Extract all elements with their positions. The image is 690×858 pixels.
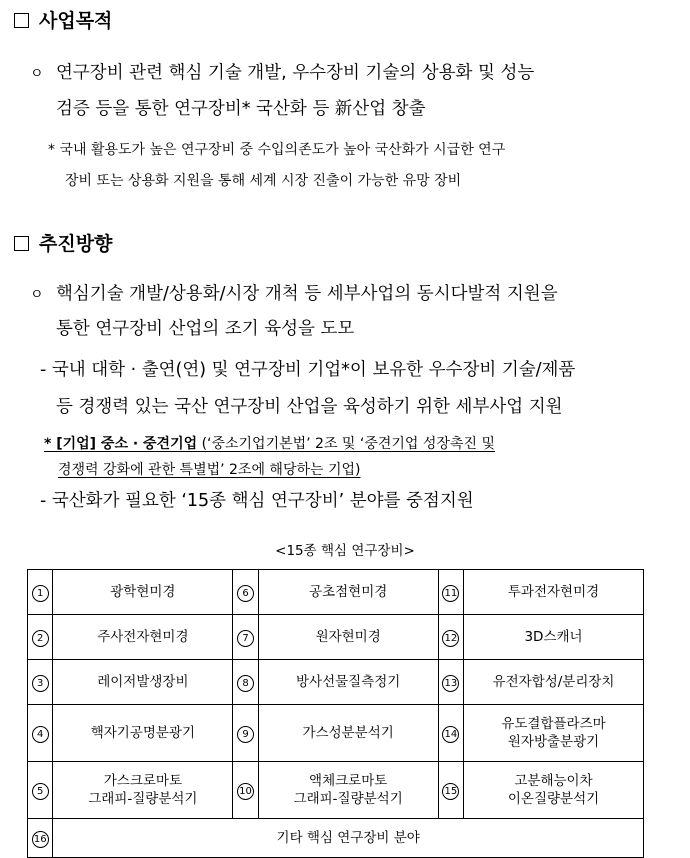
equipment-number: [438, 660, 463, 705]
circled-number: 13: [442, 675, 459, 692]
equipment-name: [464, 615, 644, 660]
equipment-name: [53, 705, 233, 762]
equipment-number: [438, 705, 463, 762]
circled-number: 11: [442, 585, 459, 602]
equipment-number: [233, 570, 258, 615]
table-row: [28, 660, 644, 705]
table-row: [28, 570, 644, 615]
equipment-number: [438, 615, 463, 660]
circle-bullet-icon: ㅇ: [30, 287, 44, 303]
table-row: [28, 705, 644, 762]
equipment-name: 기타 핵심 연구장비 분야: [53, 819, 644, 858]
equipment-number: [438, 762, 463, 819]
table-row: [28, 762, 644, 819]
equipment-name: [258, 615, 438, 660]
equipment-name-line: 유도결합플라즈마: [501, 715, 606, 732]
equipment-name-line: 고분해능이차: [514, 772, 593, 789]
section2-note-line2: 경쟁력 강화에 관한 특별법’ 2조에 해당하는 기업): [58, 462, 361, 478]
equipment-name-line: 이온질량분석기: [507, 791, 600, 807]
equipment-number: [28, 705, 53, 762]
equipment-number: [28, 570, 53, 615]
equipment-name: [464, 705, 644, 762]
equipment-name-line: 원자방출분광기: [507, 734, 600, 750]
section2-note-bold: * [기업] 중소 · 중견기업: [44, 436, 198, 452]
circled-number: 6: [237, 585, 254, 602]
equipment-number: [28, 615, 53, 660]
equipment-name-line: 핵자기공명분광기: [90, 724, 196, 741]
equipment-name-line: 3D스캐너: [524, 628, 583, 645]
table-row: [28, 819, 644, 858]
equipment-name-line: 주사전자현미경: [97, 628, 189, 645]
equipment-table: [27, 569, 644, 858]
circled-number: 1: [32, 585, 49, 602]
section2-dash2: - 국산화가 필요한 ‘15종 핵심 연구장비’ 분야를 중점지원: [40, 491, 474, 511]
circled-number: 7: [237, 630, 254, 647]
section1-note-line2: 장비 또는 상용화 지원을 통해 세계 시장 진출이 가능한 유망 장비: [65, 173, 462, 189]
equipment-name: [258, 660, 438, 705]
circled-number: 4: [32, 726, 49, 743]
section2-note-rest: (‘중소기업기본법’ 2조 및 ‘중견기업 성장촉진 및: [197, 436, 495, 452]
circled-number: 3: [32, 675, 49, 692]
equipment-name-line: 가스성분분석기: [302, 724, 394, 741]
equipment-number: [438, 570, 463, 615]
equipment-name-line: 투과전자현미경: [507, 583, 600, 600]
equipment-name: [464, 762, 644, 819]
equipment-number: [28, 819, 53, 858]
section2-bullet-line2: 통한 연구장비 산업의 조기 육성을 도모: [56, 319, 355, 339]
equipment-number: [233, 615, 258, 660]
equipment-name-line: 가스크로마토: [103, 772, 182, 789]
circled-number: 2: [32, 630, 49, 647]
equipment-number: [233, 762, 258, 819]
equipment-name: [464, 660, 644, 705]
circled-number: 5: [32, 783, 49, 800]
circled-number: 16: [32, 831, 49, 848]
section2-title-text: 추진방향: [39, 233, 113, 255]
section2-title: [14, 229, 112, 256]
equipment-name: [53, 660, 233, 705]
equipment-number: [28, 660, 53, 705]
equipment-name: [464, 570, 644, 615]
section2-bullet: [30, 280, 558, 305]
circled-number: 8: [237, 675, 254, 692]
equipment-name: [53, 570, 233, 615]
equipment-name-line: 그래피-질량분석기: [88, 791, 198, 807]
equipment-name-line: 광학현미경: [110, 583, 176, 600]
square-bullet-icon: [14, 236, 29, 251]
section1-bullet: [30, 59, 534, 84]
equipment-name: [53, 762, 233, 819]
table-row: [28, 615, 644, 660]
section2-bullet-line1: 핵심기술 개발/상용화/시장 개척 등 세부사업의 동시다발적 지원을: [56, 284, 558, 304]
section1-bullet-line2: 검증 등을 통한 연구장비* 국산화 등 新산업 창출: [56, 99, 426, 119]
table-caption: <15종 핵심 연구장비>: [275, 543, 415, 559]
equipment-name: [258, 762, 438, 819]
equipment-number: [28, 762, 53, 819]
equipment-name-line: 방사선물질측정기: [296, 673, 401, 690]
section1-title-text: 사업목적: [39, 10, 113, 32]
equipment-name: [258, 570, 438, 615]
section2-dash1-line2: 등 경쟁력 있는 국산 연구장비 산업을 육성하기 위한 세부사업 지원: [56, 397, 563, 417]
equipment-number: [233, 660, 258, 705]
section1-bullet-line1: 연구장비 관련 핵심 기술 개발, 우수장비 기술의 상용화 및 성능: [56, 63, 535, 83]
circled-number: 10: [237, 783, 254, 800]
equipment-name-line: 원자현미경: [315, 628, 381, 645]
circled-number: 14: [442, 726, 459, 743]
section1-note-line1: * 국내 활용도가 높은 연구장비 중 수입의존도가 높아 국산화가 시급한 연구: [48, 142, 506, 158]
equipment-name-line: 유전자합성/분리장치: [492, 673, 615, 690]
equipment-name-line: 그래피-질량분석기: [293, 791, 403, 807]
equipment-name-line: 레이저발생장비: [97, 673, 189, 690]
circle-bullet-icon: ㅇ: [30, 66, 44, 82]
circled-number: 9: [237, 726, 254, 743]
equipment-name: [53, 615, 233, 660]
square-bullet-icon: [14, 13, 29, 28]
circled-number: 12: [442, 630, 459, 647]
equipment-name-line: 액체크로마토: [309, 772, 388, 789]
equipment-name-line: 공초점현미경: [309, 583, 388, 600]
section2-dash1-line1: - 국내 대학 · 출연(연) 및 연구장비 기업*이 보유한 우수장비 기술/제품: [40, 360, 576, 380]
equipment-number: [233, 705, 258, 762]
circled-number: 15: [442, 783, 459, 800]
section1-title: [14, 6, 112, 33]
section2-note-line1: [44, 433, 495, 453]
equipment-name: [258, 705, 438, 762]
